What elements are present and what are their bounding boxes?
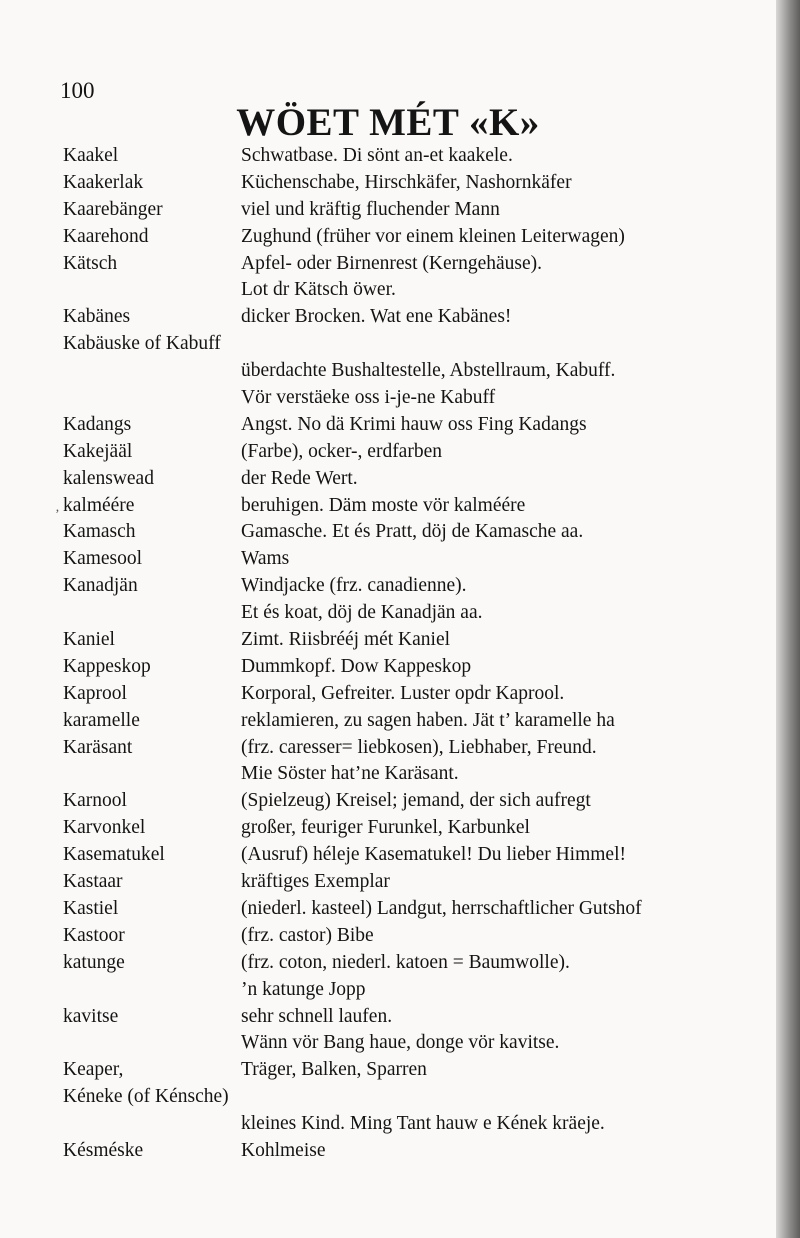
entry-term: Kanadjän [63,575,138,597]
entry-definition: (frz. caresser= liebkosen), Liebhaber, Freund. [241,736,597,758]
dictionary-entry [63,1138,763,1165]
entry-term: Kaarehond [63,225,149,247]
dictionary-entry [63,519,763,546]
entry-term: Kasematukel [63,844,165,866]
entry-term: Kaakel [63,145,119,166]
dictionary-entry [63,197,763,224]
entry-definition: Vör verstäeke oss i-je-ne Kabuff [241,387,496,409]
entry-term: Kamasch [63,521,136,543]
entry-term: kalenswead [63,467,154,489]
dictionary-entry [63,1111,763,1138]
dictionary-entry [63,654,763,681]
dictionary-entry [63,1004,763,1031]
entry-definition: Küchenschabe, Hirschkäfer, Nashornkäfer [241,171,572,193]
dictionary-entry [63,143,763,170]
dictionary-entry [63,331,763,358]
entry-term: Kätsch [63,252,118,274]
entry-definition: Angst. No dä Krimi hauw oss Fing Kadangs [241,413,587,435]
entry-definition: ’n katunge Jopp [241,978,366,1000]
dictionary-entry [63,412,763,439]
entry-term: Kaakerlak [63,171,144,193]
entry-definition: Windjacke (frz. canadienne). [241,575,467,597]
entry-term: Kabänes [63,306,131,328]
dictionary-entry [63,815,763,842]
entry-definition: Apfel- oder Birnenrest (Kerngehäuse). [241,252,543,274]
entry-definition: kleines Kind. Ming Tant hauw e Kének kräeje. [241,1113,605,1135]
entry-term: kavitse [63,1005,119,1027]
entry-definition: kräftiges Exemplar [241,871,390,893]
dictionary-entry [63,304,763,331]
dictionary-entry [63,1057,763,1084]
entry-term: Kéneke (of Kénsche) [63,1086,229,1108]
entry-term: Késméske [63,1139,144,1161]
dictionary-entry [63,251,763,278]
entry-definition: Dummkopf. Dow Kappeskop [241,655,472,677]
entry-definition: sehr schnell laufen. [241,1005,393,1027]
dictionary-entry [63,842,763,869]
margin-mark: ‚ [55,500,60,515]
dictionary-entry [63,493,763,520]
page-number: 100 [60,78,95,103]
entry-definition: Träger, Balken, Sparren [241,1059,427,1081]
book-gutter [776,0,800,1238]
entry-term: Kadangs [63,413,132,435]
entry-definition: (Spielzeug) Kreisel; jemand, der sich aufregt [241,790,591,812]
entry-definition: der Rede Wert. [241,467,358,489]
entry-term: karamelle [63,709,140,731]
entry-term: katunge [63,951,125,973]
entry-definition: Schwatbase. Di sönt an-et kaakele. [241,145,513,166]
dictionary-entry [63,358,763,385]
entry-term: Kabäuske of Kabuff [63,333,221,355]
entry-term: Kaniel [63,629,115,651]
entry-definition: großer, feuriger Furunkel, Karbunkel [241,817,530,839]
dictionary-entry [63,627,763,654]
entry-definition: (niederl. kasteel) Landgut, herrschaftlicher Gutshof [241,897,642,919]
entry-definition: Lot dr Kätsch öwer. [241,279,396,301]
entry-term: Kastaar [63,871,123,893]
entry-definition: (Farbe), ocker-, erdfarben [241,440,442,462]
entry-definition: überdachte Bushaltestelle, Abstellraum, Kabuff. [241,360,616,382]
entry-term: Kamesool [63,548,143,570]
dictionary-entry [63,950,763,977]
entry-term: Kaprool [63,682,127,704]
entry-term: Karvonkel [63,817,146,839]
entry-term: Kappeskop [63,655,151,677]
entry-term: Keaper, [63,1059,124,1081]
dictionary-entry [63,761,763,788]
entry-definition: Wänn vör Bang haue, donge vör kavitse. [241,1032,560,1054]
dictionary-entries [63,143,763,1165]
dictionary-entry [63,1084,763,1111]
dictionary-entry [63,977,763,1004]
entry-definition: (Ausruf) héleje Kasematukel! Du lieber Himmel! [241,844,626,866]
dictionary-entry [63,224,763,251]
dictionary-entry [63,708,763,735]
entry-definition: (frz. coton, niederl. katoen = Baumwolle). [241,951,570,973]
entry-definition: Korporal, Gefreiter. Luster opdr Kaprool. [241,682,565,704]
entry-term: kalméére [63,494,135,516]
entry-term: Kaarebänger [63,198,163,220]
entry-definition: Et és koat, döj de Kanadjän aa. [241,602,483,624]
dictionary-entry [63,896,763,923]
entry-term: Kakejääl [63,440,133,462]
entry-definition: (frz. castor) Bibe [241,924,374,946]
entry-term: Kastiel [63,897,119,919]
entry-definition: Gamasche. Et és Pratt, döj de Kamasche aa. [241,521,584,543]
dictionary-entry [63,869,763,896]
entry-definition: Wams [241,548,290,570]
entry-term: Kastoor [63,924,125,946]
dictionary-entry [63,170,763,197]
dictionary-entry [63,923,763,950]
dictionary-entry [63,385,763,412]
dictionary-entry [63,735,763,762]
entry-definition: beruhigen. Däm moste vör kalméére [241,494,526,516]
dictionary-entry [63,277,763,304]
entry-definition: reklamieren, zu sagen haben. Jät t’ karamelle ha [241,709,615,731]
entry-definition: Mie Söster hat’ne Karäsant. [241,763,459,785]
entry-term: Karäsant [63,736,133,758]
entry-definition: Zughund (früher vor einem kleinen Leiterwagen) [241,225,625,247]
dictionary-entry [63,466,763,493]
dictionary-entry [63,439,763,466]
entry-definition: dicker Brocken. Wat ene Kabänes! [241,306,512,328]
entry-definition: Zimt. Riisbrééj mét Kaniel [241,629,451,651]
entry-definition: viel und kräftig fluchender Mann [241,198,500,220]
dictionary-entry [63,681,763,708]
entry-definition: Kohlmeise [241,1139,326,1161]
dictionary-entry [63,573,763,600]
dictionary-entry [63,546,763,573]
dictionary-entry [63,600,763,627]
dictionary-entry [63,788,763,815]
page-title: WÖET MÉT «K» [236,101,540,144]
entry-term: Karnool [63,790,127,812]
dictionary-entry [63,1030,763,1057]
